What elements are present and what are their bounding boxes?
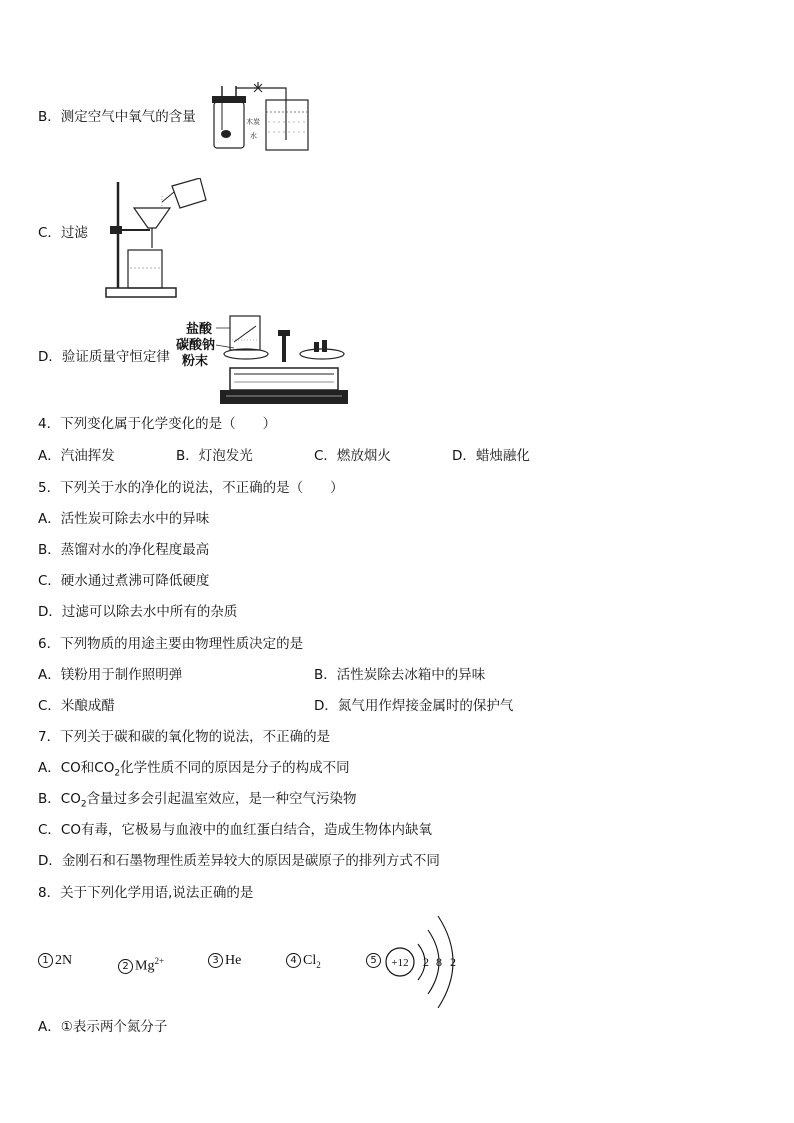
q7-stem: 7．下列关于碳和碳的氧化物的说法，不正确的是 — [38, 729, 331, 745]
q8-stem: 8．关于下列化学用语,说法正确的是 — [38, 885, 254, 901]
q8-item-5: 5 — [366, 952, 383, 970]
filtration-apparatus — [100, 178, 210, 300]
q5-stem: 5．下列关于水的净化的说法，不正确的是（ ） — [38, 480, 344, 496]
q6-option-b: B．活性炭除去冰箱中的异味 — [314, 667, 486, 683]
q3-option-b: B．测定空气中氧气的含量 — [38, 109, 196, 125]
q5-option-b: B．蒸馏对水的净化程度最高 — [38, 542, 210, 558]
label-powder: 粉末 — [182, 354, 209, 369]
q6-option-a: A．镁粉用于制作照明弹 — [38, 667, 183, 683]
oxygen-measurement-apparatus — [208, 82, 318, 154]
q4-option-a: A．汽油挥发 — [38, 448, 115, 464]
water-label: 水 — [250, 132, 257, 140]
q3-option-d: D．验证质量守恒定律 — [38, 349, 170, 365]
q8-option-a: A．①表示两个氮分子 — [38, 1019, 168, 1035]
q6-option-d: D．氮气用作焊接金属时的保护气 — [314, 698, 514, 714]
q4-option-d: D．蜡烛融化 — [452, 448, 530, 464]
shell-3-electrons: 2 — [450, 955, 456, 969]
magnesium-atom-structure-diagram — [384, 904, 474, 1008]
nucleus-charge: +12 — [391, 957, 409, 969]
label-sodium-carbonate: 碳酸钠 — [176, 338, 216, 353]
q5-option-a: A．活性炭可除去水中的异味 — [38, 511, 210, 527]
q5-option-c: C．硬水通过煮沸可降低硬度 — [38, 573, 210, 589]
balance-apparatus — [216, 312, 348, 408]
q4-stem: 4．下列变化属于化学变化的是（ ） — [38, 416, 277, 432]
q8-item-2: 2 $Mg^{2+}$ — [118, 952, 164, 976]
q8-item-3: 3 He — [208, 952, 241, 970]
shell-1-electrons: 2 — [423, 955, 429, 969]
q8-item-1: 1 2N — [38, 952, 72, 970]
q6-option-c: C．米酿成醋 — [38, 698, 115, 714]
q7-option-c: C．CO有毒，它极易与血液中的血红蛋白结合，造成生物体内缺氧 — [38, 822, 432, 838]
label-hydrochloric-acid: 盐酸 — [186, 322, 213, 337]
charcoal-label: 木炭 — [246, 118, 260, 126]
q3-option-c: C．过滤 — [38, 225, 88, 241]
q4-option-b: B．灯泡发光 — [176, 448, 253, 464]
q5-option-d: D．过滤可以除去水中所有的杂质 — [38, 604, 238, 620]
q7-option-a: A．CO和$CO_2$化学性质不同的原因是分子的构成不同 — [38, 760, 350, 779]
q4-option-c: C．燃放烟火 — [314, 448, 391, 464]
q6-stem: 6．下列物质的用途主要由物理性质决定的是 — [38, 636, 304, 652]
shell-2-electrons: 8 — [436, 955, 442, 969]
q8-item-4: 4 $Cl_2$ — [286, 952, 321, 974]
q7-option-b: B．$CO_2$含量过多会引起温室效应，是一种空气污染物 — [38, 791, 357, 810]
q7-option-d: D．金刚石和石墨物理性质差异较大的原因是碳原子的排列方式不同 — [38, 853, 440, 869]
